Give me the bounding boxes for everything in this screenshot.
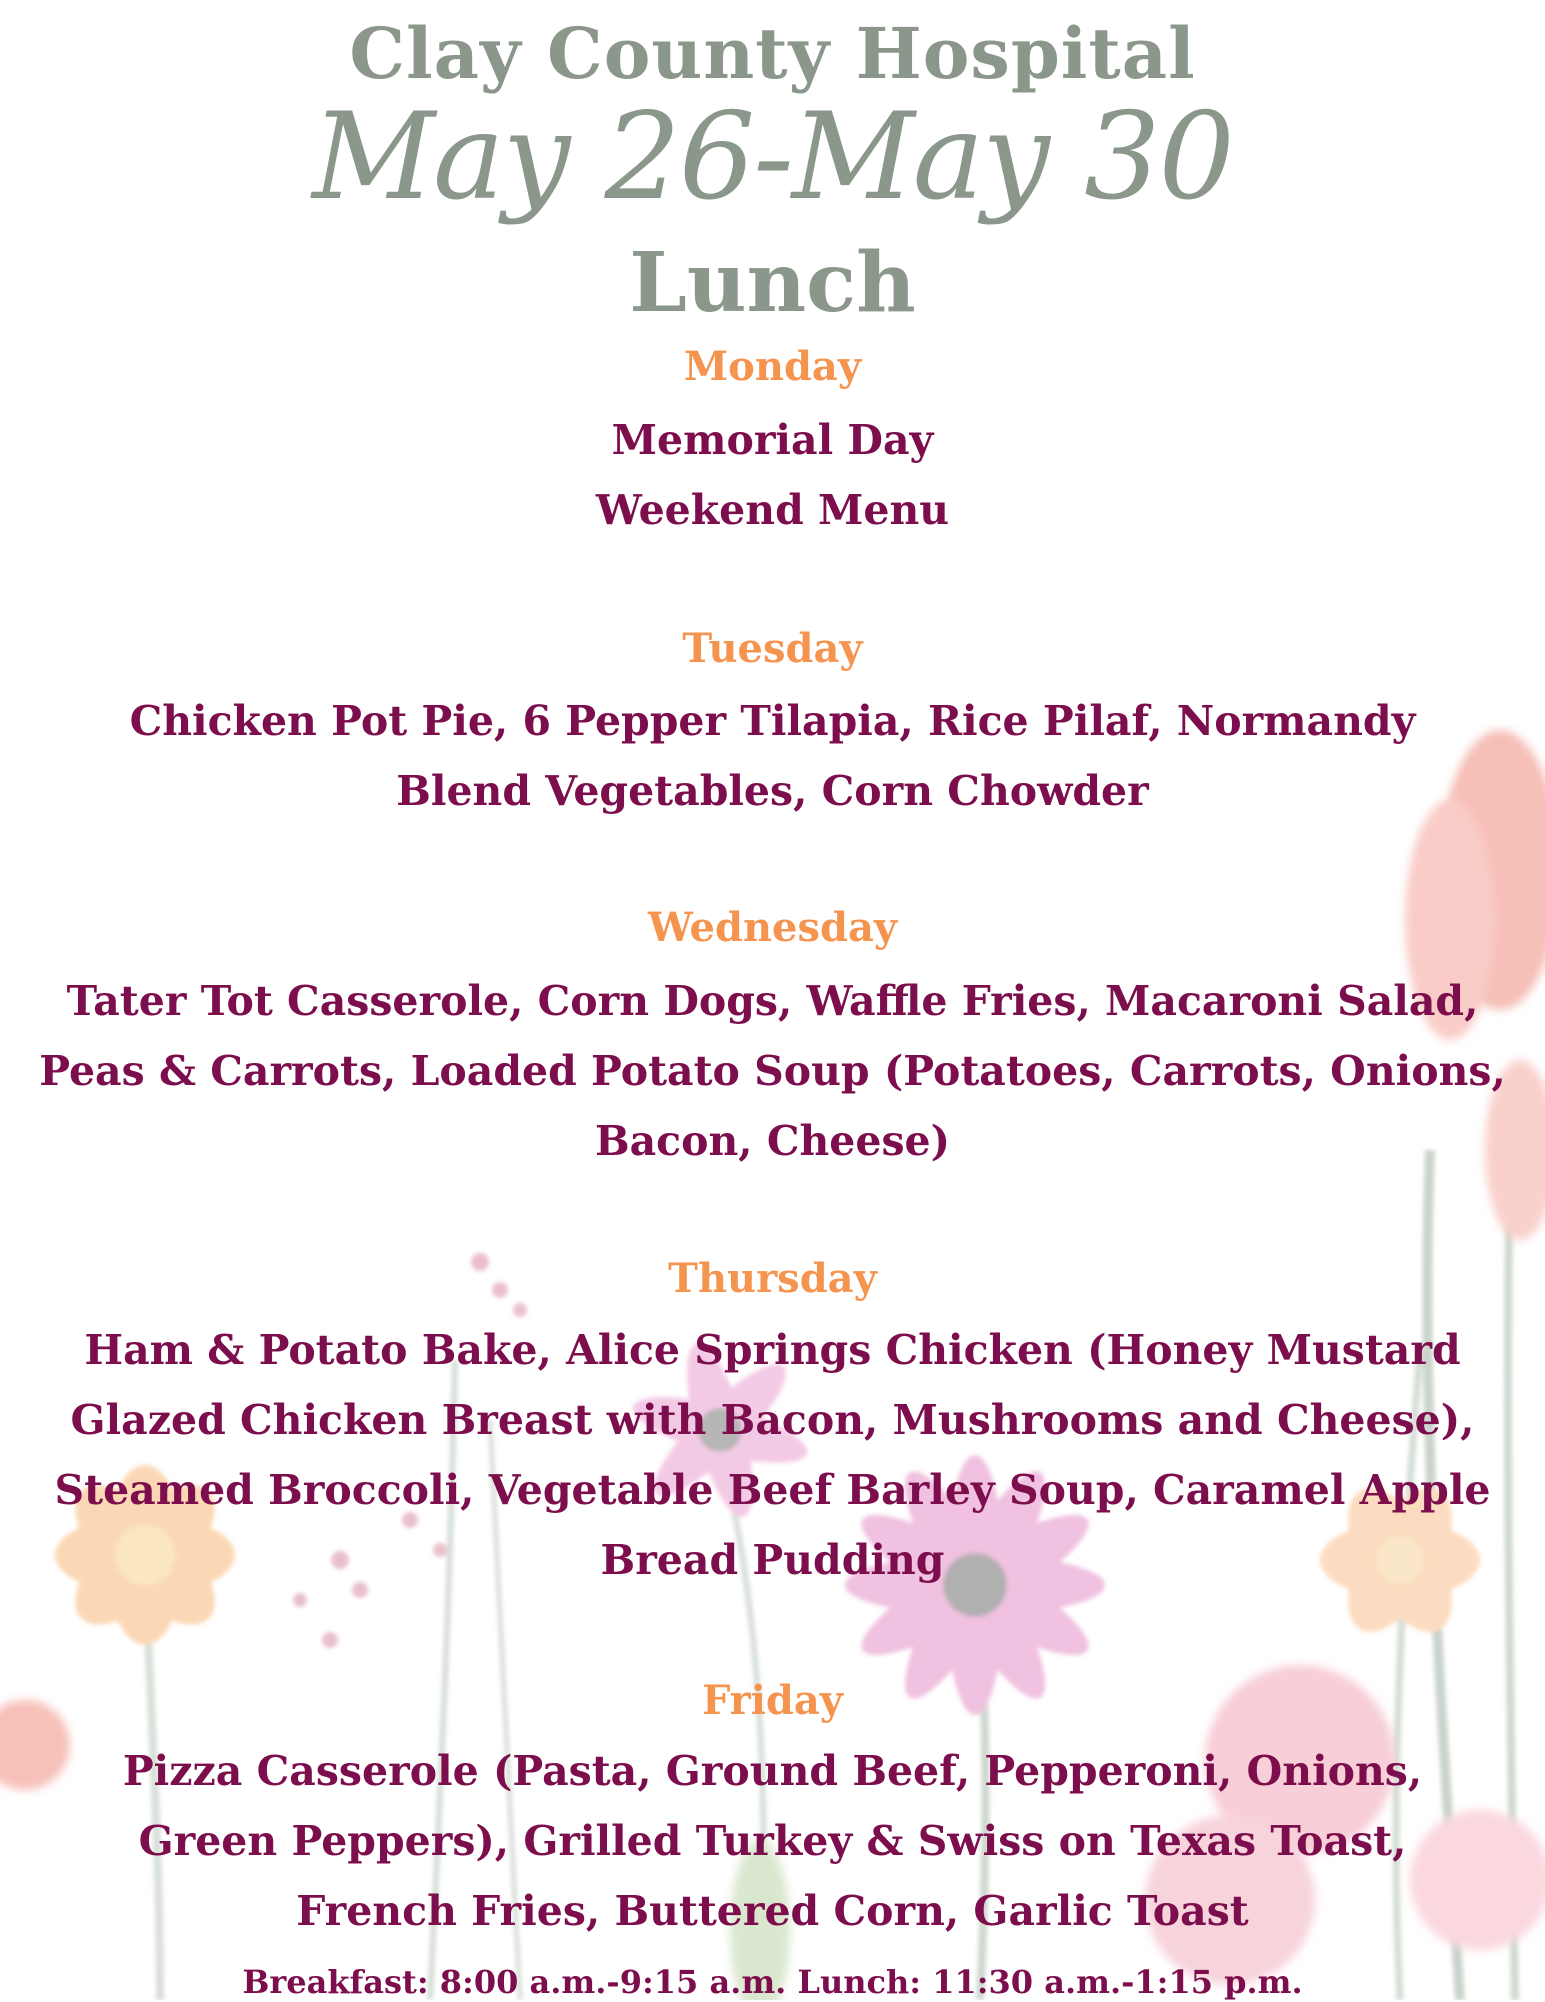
date-range: May 26-May 30: [312, 88, 1233, 227]
day-menu-monday: Memorial Day Weekend Menu: [595, 416, 950, 534]
day-menu-tuesday: Chicken Pot Pie, 6 Pepper Tilapia, Rice Pilaf, Normandy Blend Vegetables, Corn Chowder: [129, 697, 1416, 815]
meal-title: Lunch: [629, 235, 916, 331]
day-heading-thursday: Thursday: [668, 1255, 877, 1302]
meal-hours: Breakfast: 8:00 a.m.-9:15 a.m. Lunch: 11:30 a.m.-1:15 p.m.: [242, 1963, 1303, 2001]
hospital-name: Clay County Hospital: [349, 12, 1196, 95]
day-menu-wednesday: Tater Tot Casserole, Corn Dogs, Waffle Fries, Macaroni Salad, Peas & Carrots, Loaded Potato Soup (Potatoes, Carrots, Onions, Bacon, Cheese): [39, 977, 1506, 1165]
day-heading-wednesday: Wednesday: [647, 904, 898, 951]
day-menu-friday: Pizza Casserole (Pasta, Ground Beef, Pepperoni, Onions, Green Peppers), Grilled Turkey & Swiss on Texas Toast, French Fries, Buttered Corn, Garlic Toast: [122, 1747, 1423, 1935]
day-heading-monday: Monday: [683, 343, 862, 390]
day-heading-tuesday: Tuesday: [682, 625, 863, 672]
day-heading-friday: Friday: [701, 1677, 844, 1724]
day-menu-thursday: Ham & Potato Bake, Alice Springs Chicken (Honey Mustard Glazed Chicken Breast with Bacon, Mushrooms and Cheese), Steamed Broccoli, Vegetable Beef Barley Soup, Caramel Apple Bread Pudding: [54, 1326, 1491, 1584]
